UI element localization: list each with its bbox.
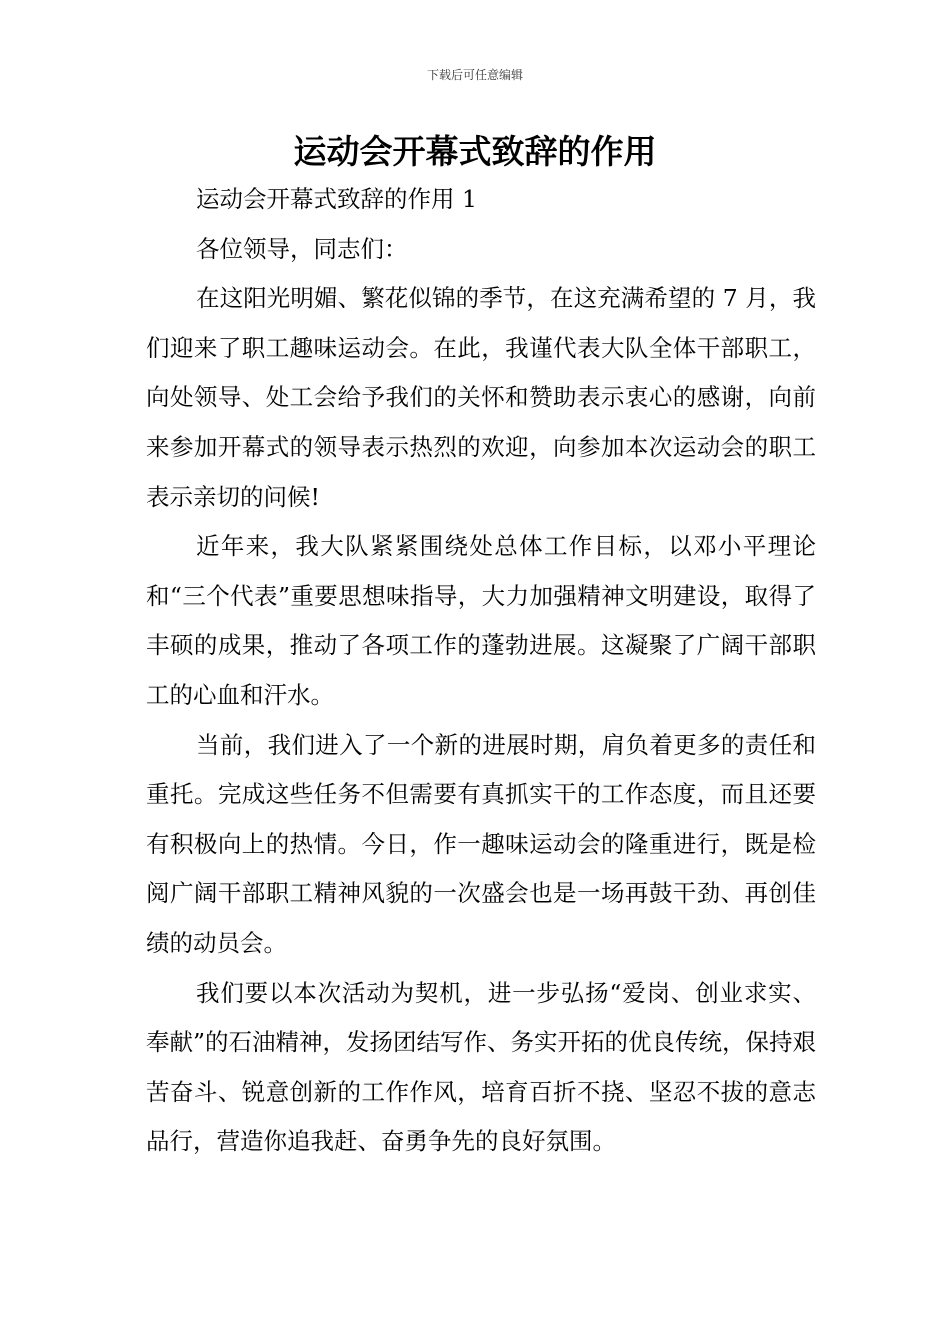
salutation: 各位领导，同志们： xyxy=(196,234,408,263)
paragraph-2: 近年来，我大队紧紧围绕处总体工作目标，以邓小平理论和“三个代表”重要思想味指导，大力加强精神文明建设，取得了丰硕的成果，推动了各项工作的蓬勃进展。这凝聚了广阔干部职工的心血和汗水。 xyxy=(146,532,816,709)
paragraph-4: 我们要以本次活动为契机，进一步弘扬“爱岗、创业求实、奉献”的石油精神，发扬团结写作、务实开拓的优良传统，保持艰苦奋斗、锐意创新的工作作风，培育百折不挠、坚忍不拔的意志品行，营造你追我赶、奋勇争先的良好氛围。 xyxy=(146,978,817,1156)
paragraph-1: 在这阳光明媚、繁花似锦的季节，在这充满希望的 7 月，我们迎来了职工趣味运动会。在此，我谨代表大队全体干部职工，向处领导、处工会给予我们的关怀和赞助表示衷心的感谢，向前来参加开幕式的领导表示热烈的欢迎，向参加本次运动会的职工表示亲切的问候! xyxy=(146,284,816,511)
document-title: 运动会开幕式致辞的作用 xyxy=(293,132,657,171)
document-body xyxy=(146,175,816,1167)
paragraph-3: 当前，我们进入了一个新的进展时期，肩负着更多的责任和重托。完成这些任务不但需要有真抓实干的工作态度，而且还要有积极向上的热情。今日，作一趣味运动会的隆重进行，既是检阅广阔干部职工精神风貌的一次盛会也是一场再鼓干劲、再创佳绩的动员会。 xyxy=(146,730,816,957)
header-note: 下载后可任意编辑 xyxy=(426,68,523,82)
subtitle: 运动会开幕式致辞的作用 1 xyxy=(196,185,477,213)
